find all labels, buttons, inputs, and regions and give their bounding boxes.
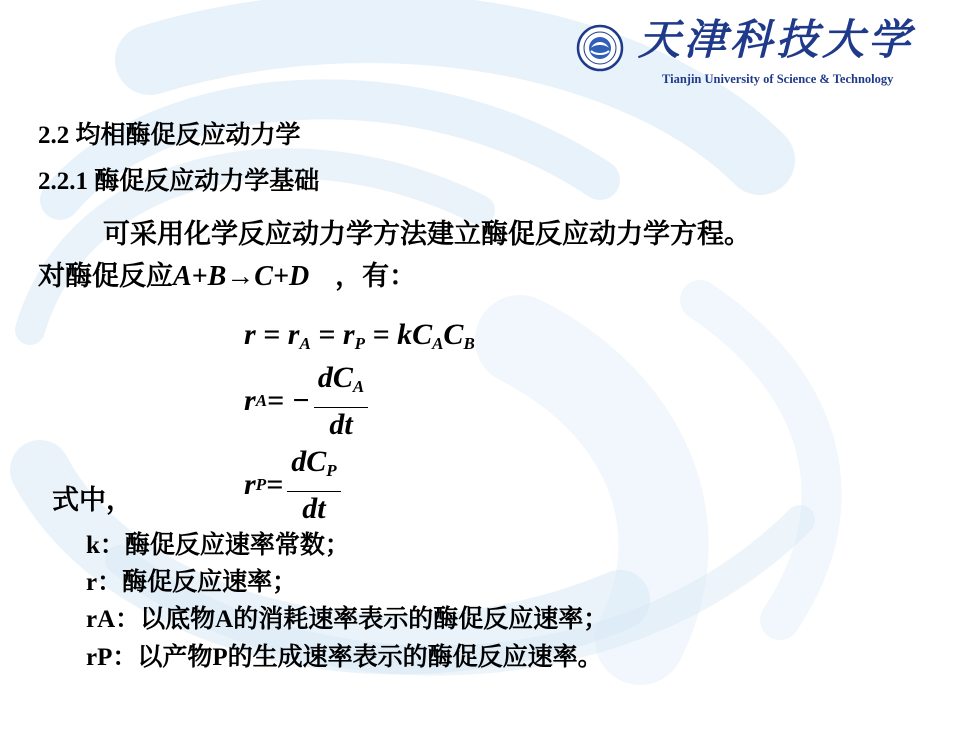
eq3-sign: = — [266, 468, 284, 501]
reaction-prefix: 对酶促反应 — [38, 261, 173, 292]
definition-k — [86, 528, 350, 563]
where-label: 式中， — [52, 485, 133, 516]
definition-r — [86, 565, 297, 600]
rate-equation-3 — [244, 444, 341, 526]
university-name-cn: 天津科技大学 — [638, 15, 915, 64]
definition-text-continued: 的生成速率表示的酶促反应速率。 — [227, 642, 603, 671]
intro-paragraph: 可采用化学反应动力学方法建立酶促反应动力学方程。 — [103, 219, 751, 250]
eq2-lhs: r — [244, 384, 256, 417]
eq3-lhs: r — [244, 468, 256, 501]
section-title: 均相酶促反应动力学 — [75, 120, 301, 149]
reaction-formula: A+B→C+D — [173, 261, 310, 292]
eq3-lhs-sub: P — [255, 475, 267, 494]
eq3-fraction — [287, 444, 340, 526]
eq1-c: C — [443, 318, 464, 351]
eq1-sub-ca: A — [432, 334, 444, 353]
rate-equation-1 — [244, 318, 475, 354]
eq1-sub-cb: B — [463, 334, 475, 353]
subsection-heading — [38, 164, 319, 199]
definition-text-continued: 的消耗速率表示的酶促反应速率； — [233, 604, 609, 633]
eq2-sign: = − — [267, 384, 310, 417]
eq1-sub-p: P — [354, 334, 365, 353]
definition-text: ：酶促反应速率； — [97, 567, 298, 596]
eq3-numerator: dC — [291, 445, 327, 478]
eq1-lhs: r = r — [244, 318, 300, 351]
subsection-title: 酶促反应动力学基础 — [94, 166, 320, 195]
subsection-number: 2.2.1 — [38, 168, 95, 195]
eq2-denominator: dt — [329, 408, 353, 441]
section-number: 2.2 — [38, 122, 76, 149]
definition-text: ：以底物 — [115, 604, 216, 633]
eq2-numerator: dC — [317, 361, 353, 394]
definition-symbol: r — [86, 569, 98, 596]
eq2-lhs-sub: A — [255, 391, 268, 410]
definition-inline-symbol: P — [212, 644, 228, 671]
eq3-denominator: dt — [302, 492, 326, 525]
eq1-mid: = r — [310, 318, 355, 351]
definition-ra — [86, 602, 608, 637]
rate-equation-2 — [244, 360, 368, 442]
reaction-suffix: ，有： — [335, 261, 417, 292]
university-name-en: Tianjin University of Science & Technology — [662, 72, 894, 86]
definition-symbol: k — [86, 532, 100, 559]
eq3-numerator-sub: P — [326, 461, 337, 480]
section-heading — [38, 118, 301, 153]
definition-symbol: rA — [86, 606, 116, 633]
definition-text: ：以产物 — [112, 642, 213, 671]
eq2-fraction — [314, 360, 368, 442]
eq1-sub-a: A — [299, 334, 311, 353]
definition-text: ：酶促反应速率常数； — [99, 530, 350, 559]
reaction-line — [38, 260, 416, 294]
definition-inline-symbol: A — [215, 606, 234, 633]
definition-rp — [86, 640, 603, 675]
eq2-numerator-sub: A — [352, 377, 365, 396]
eq1-rhs: = kC — [364, 318, 433, 351]
definition-symbol: rP — [86, 644, 113, 671]
